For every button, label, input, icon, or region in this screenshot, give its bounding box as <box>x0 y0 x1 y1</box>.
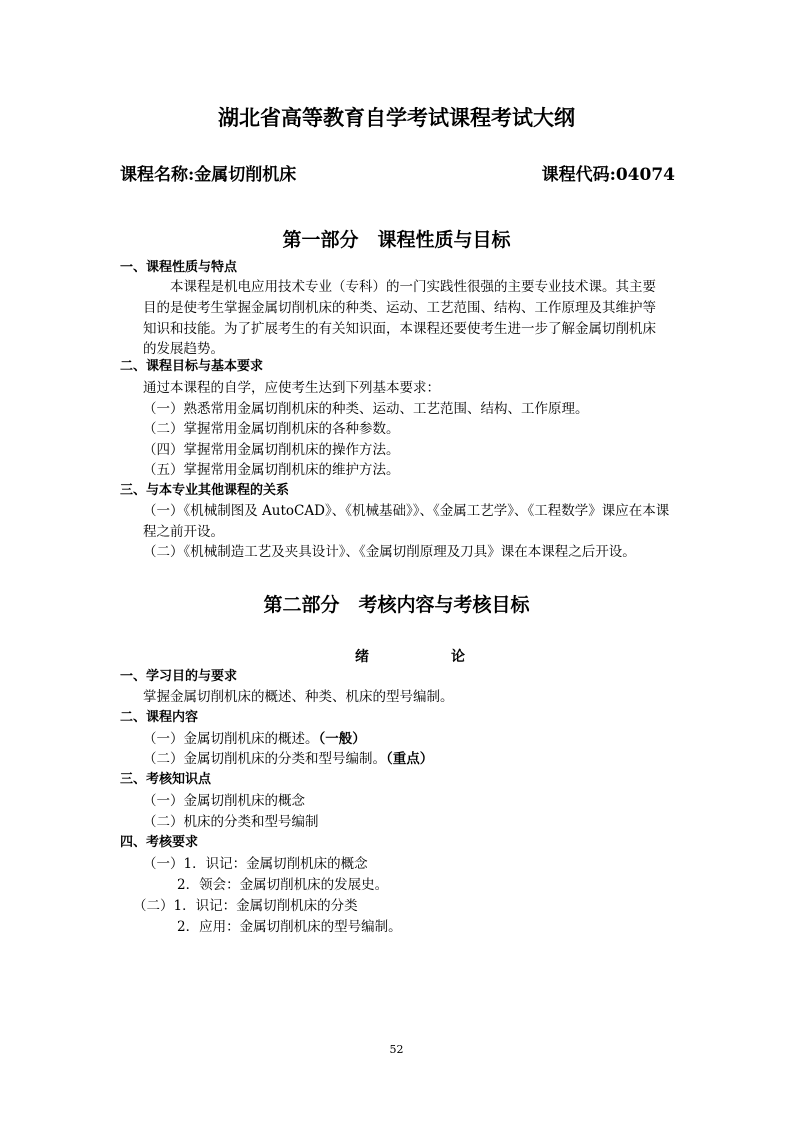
part1-heading: 第一部分 课程性质与目标 <box>282 229 511 251</box>
course-name: 课程名称:金属切削机床 <box>120 165 297 185</box>
section-heading <box>120 357 263 377</box>
document-title: 湖北省高等教育自学考试课程考试大纲 <box>218 105 575 130</box>
line-text: 程之前开设。 <box>143 524 224 540</box>
body-line <box>143 542 636 562</box>
body-line <box>133 896 358 916</box>
line-text: （四）掌握常用金属切削机床的操作方法。 <box>143 442 400 458</box>
line-text: （二）金属切削机床的分类和型号编制。 <box>143 751 386 767</box>
line-text: （二）机床的分类和型号编制 <box>143 814 319 830</box>
line-text: 一、学习目的与要求 <box>120 669 238 684</box>
course-code: 课程代码:04074 <box>541 165 675 185</box>
chapter-heading <box>355 647 465 667</box>
body-line <box>143 440 400 460</box>
line-text: （一）金属切削机床的概念 <box>143 793 305 809</box>
line-text: 掌握金属切削机床的概述、种类、机床的型号编制。 <box>143 689 454 705</box>
body-line <box>177 917 402 937</box>
line-text: 二、课程目标与基本要求 <box>120 359 264 374</box>
body-line <box>143 460 400 480</box>
line-text: 2．应用：金属切削机床的型号编制。 <box>177 919 402 935</box>
line-text: （五）掌握常用金属切削机床的维护方法。 <box>143 462 400 478</box>
line-text: 四、考核要求 <box>120 835 199 850</box>
body-line <box>143 812 319 832</box>
section-heading <box>120 708 198 728</box>
chapter-char: 绪 <box>355 649 369 665</box>
body-line <box>143 501 669 521</box>
line-text: 2．领会：金属切削机床的发展史。 <box>177 877 389 893</box>
body-line <box>143 854 368 874</box>
body-line <box>170 277 656 297</box>
body-line <box>143 399 589 419</box>
section-heading <box>120 481 289 501</box>
body-line <box>143 749 433 769</box>
emphasis-label: （重点） <box>386 751 434 767</box>
line-text: 通过本课程的自学，应使考生达到下列基本要求： <box>143 380 440 396</box>
line-text: （一）熟悉常用金属切削机床的种类、运动、工艺范围、结构、工作原理。 <box>143 401 589 417</box>
section-heading <box>120 770 211 790</box>
body-line <box>143 687 454 707</box>
body-line <box>143 729 366 749</box>
line-text: 二、课程内容 <box>120 710 199 725</box>
line-text: 三、考核知识点 <box>120 772 212 787</box>
line-text: （一）1．识记：金属切削机床的概念 <box>143 856 368 872</box>
body-line <box>143 298 656 318</box>
body-line <box>143 339 224 359</box>
part2-heading: 第二部分 考核内容与考核目标 <box>263 594 530 616</box>
line-text: 目的是使考生掌握金属切削机床的种类、运动、工艺范围、结构、工作原理及其维护等 <box>143 300 656 316</box>
line-text: 一、课程性质与特点 <box>120 260 238 275</box>
section-heading <box>120 833 198 853</box>
line-text: （二）《机械制造工艺及夹具设计》、《金属切削原理及刀具》课在本课程之后开设。 <box>143 544 636 560</box>
line-text: （一）金属切削机床的概述。 <box>143 731 319 747</box>
body-line <box>143 419 400 439</box>
chapter-char: 论 <box>451 649 465 665</box>
line-text: 三、与本专业其他课程的关系 <box>120 483 290 498</box>
line-text: （二）掌握常用金属切削机床的各种参数。 <box>143 421 400 437</box>
line-text: （一）《机械制图及 AutoCAD》、《机械基础》》、《金属工艺学》、《工程数学》课应在本课 <box>143 503 670 519</box>
body-line <box>143 522 224 542</box>
body-line <box>143 378 440 398</box>
line-text: 的发展趋势。 <box>143 341 224 357</box>
page-number: 52 <box>389 1043 404 1056</box>
section-heading <box>120 667 237 687</box>
line-text: 本课程是机电应用技术专业（专科）的一门实践性很强的主要专业技术课。其主要 <box>170 279 656 295</box>
body-line <box>143 319 656 339</box>
body-line <box>177 875 388 895</box>
emphasis-label: （一般） <box>318 731 366 747</box>
body-line <box>143 791 305 811</box>
section-heading <box>120 258 237 278</box>
line-text: （二）1．识记：金属切削机床的分类 <box>133 898 358 914</box>
line-text: 知识和技能。为了扩展考生的有关知识面，本课程还要使考生进一步了解金属切削机床 <box>143 321 656 337</box>
